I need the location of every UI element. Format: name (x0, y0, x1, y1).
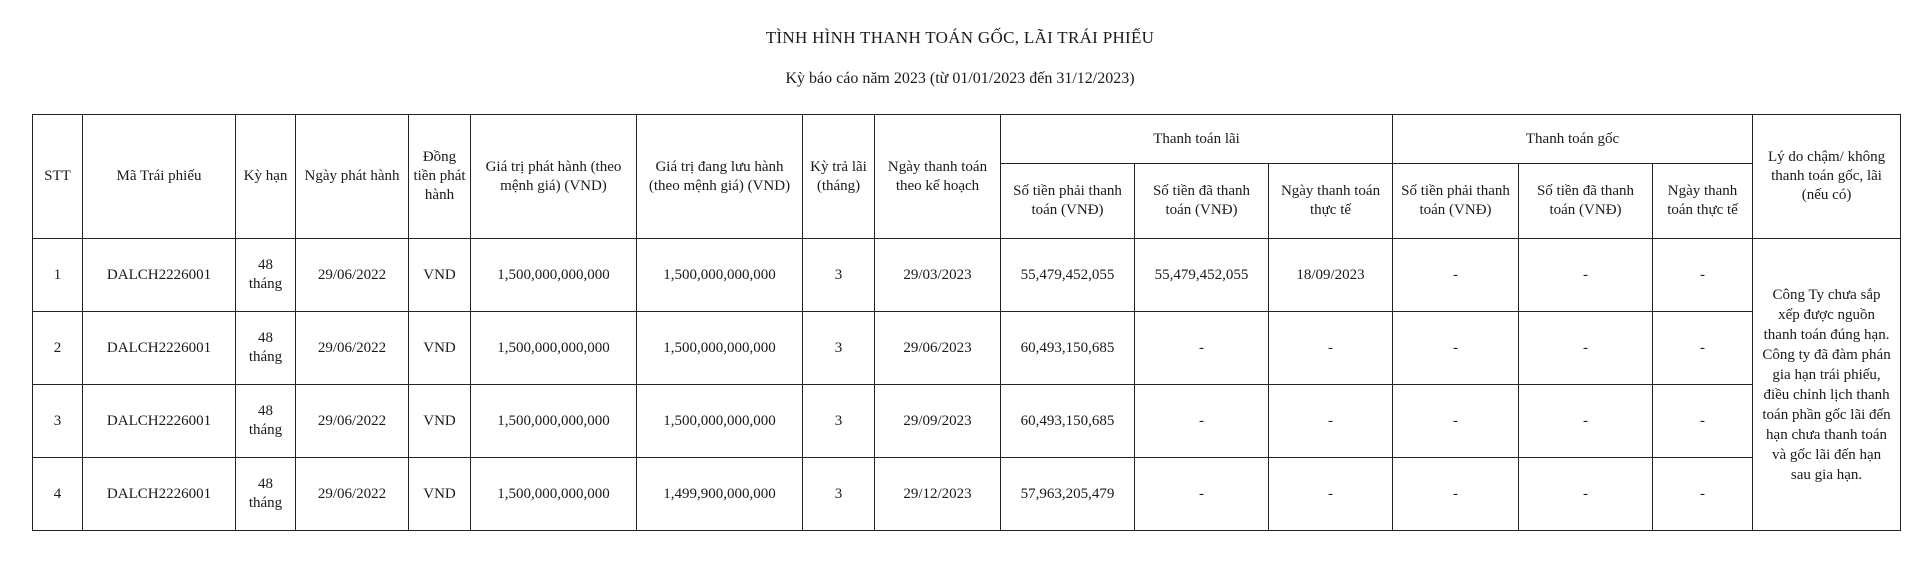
header-issue-date: Ngày phát hành (296, 115, 409, 239)
header-interest-amount-due: Số tiền phải thanh toán (VNĐ) (1001, 164, 1135, 239)
cell-stt: 4 (33, 458, 83, 531)
cell-interest-date: - (1269, 458, 1393, 531)
header-bond-code: Mã Trái phiếu (83, 115, 236, 239)
cell-interest-due: 60,493,150,685 (1001, 312, 1135, 385)
cell-bond-code: DALCH2226001 (83, 458, 236, 531)
cell-principal-paid: - (1519, 458, 1653, 531)
cell-term: 48 tháng (236, 239, 296, 312)
cell-interest-paid: 55,479,452,055 (1135, 239, 1269, 312)
cell-principal-paid: - (1519, 312, 1653, 385)
cell-principal-due: - (1393, 239, 1519, 312)
cell-issue-date: 29/06/2022 (296, 458, 409, 531)
cell-reason: Công Ty chưa sắp xếp được nguồn thanh toán đúng hạn. Công ty đã đàm phán gia hạn trái phiếu, điều chỉnh lịch thanh toán phần gốc lãi đến hạn chưa thanh toán và gốc lãi đến hạn sau gia hạn. (1753, 239, 1901, 531)
header-issue-value: Giá trị phát hành (theo mệnh giá) (VND) (471, 115, 637, 239)
cell-outstanding-value: 1,500,000,000,000 (637, 239, 803, 312)
cell-issue-value: 1,500,000,000,000 (471, 458, 637, 531)
cell-issue-date: 29/06/2022 (296, 239, 409, 312)
table-row (33, 385, 1901, 458)
cell-interest-period: 3 (803, 312, 875, 385)
header-currency: Đồng tiền phát hành (409, 115, 471, 239)
cell-issue-date: 29/06/2022 (296, 312, 409, 385)
header-planned-date: Ngày thanh toán theo kế hoạch (875, 115, 1001, 239)
cell-interest-period: 3 (803, 239, 875, 312)
cell-outstanding-value: 1,499,900,000,000 (637, 458, 803, 531)
cell-bond-code: DALCH2226001 (83, 385, 236, 458)
header-term: Kỳ hạn (236, 115, 296, 239)
header-stt: STT (33, 115, 83, 239)
cell-bond-code: DALCH2226001 (83, 312, 236, 385)
cell-issue-value: 1,500,000,000,000 (471, 312, 637, 385)
header-principal-actual-date: Ngày thanh toán thực tế (1653, 164, 1753, 239)
cell-bond-code: DALCH2226001 (83, 239, 236, 312)
cell-issue-value: 1,500,000,000,000 (471, 385, 637, 458)
header-interest-payment-group: Thanh toán lãi (1001, 115, 1393, 164)
cell-issue-value: 1,500,000,000,000 (471, 239, 637, 312)
cell-currency: VND (409, 312, 471, 385)
cell-interest-date: - (1269, 385, 1393, 458)
cell-interest-period: 3 (803, 458, 875, 531)
header-interest-period: Kỳ trả lãi (tháng) (803, 115, 875, 239)
header-interest-actual-date: Ngày thanh toán thực tế (1269, 164, 1393, 239)
report-subtitle: Kỳ báo cáo năm 2023 (từ 01/01/2023 đến 31/12/2023) (785, 70, 1135, 87)
cell-principal-paid: - (1519, 385, 1653, 458)
cell-planned-date: 29/12/2023 (875, 458, 1001, 531)
cell-principal-due: - (1393, 385, 1519, 458)
header-principal-amount-due: Số tiền phải thanh toán (VNĐ) (1393, 164, 1519, 239)
cell-currency: VND (409, 458, 471, 531)
cell-principal-paid: - (1519, 239, 1653, 312)
cell-outstanding-value: 1,500,000,000,000 (637, 312, 803, 385)
cell-interest-paid: - (1135, 458, 1269, 531)
cell-term: 48 tháng (236, 458, 296, 531)
cell-stt: 2 (33, 312, 83, 385)
cell-interest-due: 55,479,452,055 (1001, 239, 1135, 312)
cell-principal-date: - (1653, 458, 1753, 531)
table-row (33, 312, 1901, 385)
cell-currency: VND (409, 385, 471, 458)
cell-planned-date: 29/09/2023 (875, 385, 1001, 458)
cell-term: 48 tháng (236, 312, 296, 385)
cell-principal-date: - (1653, 385, 1753, 458)
cell-outstanding-value: 1,500,000,000,000 (637, 385, 803, 458)
cell-currency: VND (409, 239, 471, 312)
cell-interest-period: 3 (803, 385, 875, 458)
bond-payment-table (32, 114, 1901, 531)
cell-stt: 1 (33, 239, 83, 312)
cell-interest-due: 57,963,205,479 (1001, 458, 1135, 531)
cell-stt: 3 (33, 385, 83, 458)
cell-issue-date: 29/06/2022 (296, 385, 409, 458)
table-row (33, 458, 1901, 531)
cell-principal-due: - (1393, 458, 1519, 531)
cell-principal-date: - (1653, 239, 1753, 312)
header-reason: Lý do chậm/ không thanh toán gốc, lãi (nếu có) (1753, 115, 1901, 239)
cell-interest-date: 18/09/2023 (1269, 239, 1393, 312)
cell-principal-due: - (1393, 312, 1519, 385)
report-title: TÌNH HÌNH THANH TOÁN GỐC, LÃI TRÁI PHIẾU (765, 28, 1155, 47)
cell-term: 48 tháng (236, 385, 296, 458)
header-principal-amount-paid: Số tiền đã thanh toán (VNĐ) (1519, 164, 1653, 239)
cell-interest-paid: - (1135, 385, 1269, 458)
header-interest-amount-paid: Số tiền đã thanh toán (VNĐ) (1135, 164, 1269, 239)
header-principal-payment-group: Thanh toán gốc (1393, 115, 1753, 164)
cell-planned-date: 29/03/2023 (875, 239, 1001, 312)
cell-interest-date: - (1269, 312, 1393, 385)
cell-planned-date: 29/06/2023 (875, 312, 1001, 385)
cell-interest-paid: - (1135, 312, 1269, 385)
cell-interest-due: 60,493,150,685 (1001, 385, 1135, 458)
cell-principal-date: - (1653, 312, 1753, 385)
header-outstanding-value: Giá trị đang lưu hành (theo mệnh giá) (VND) (637, 115, 803, 239)
table-row (33, 239, 1901, 312)
